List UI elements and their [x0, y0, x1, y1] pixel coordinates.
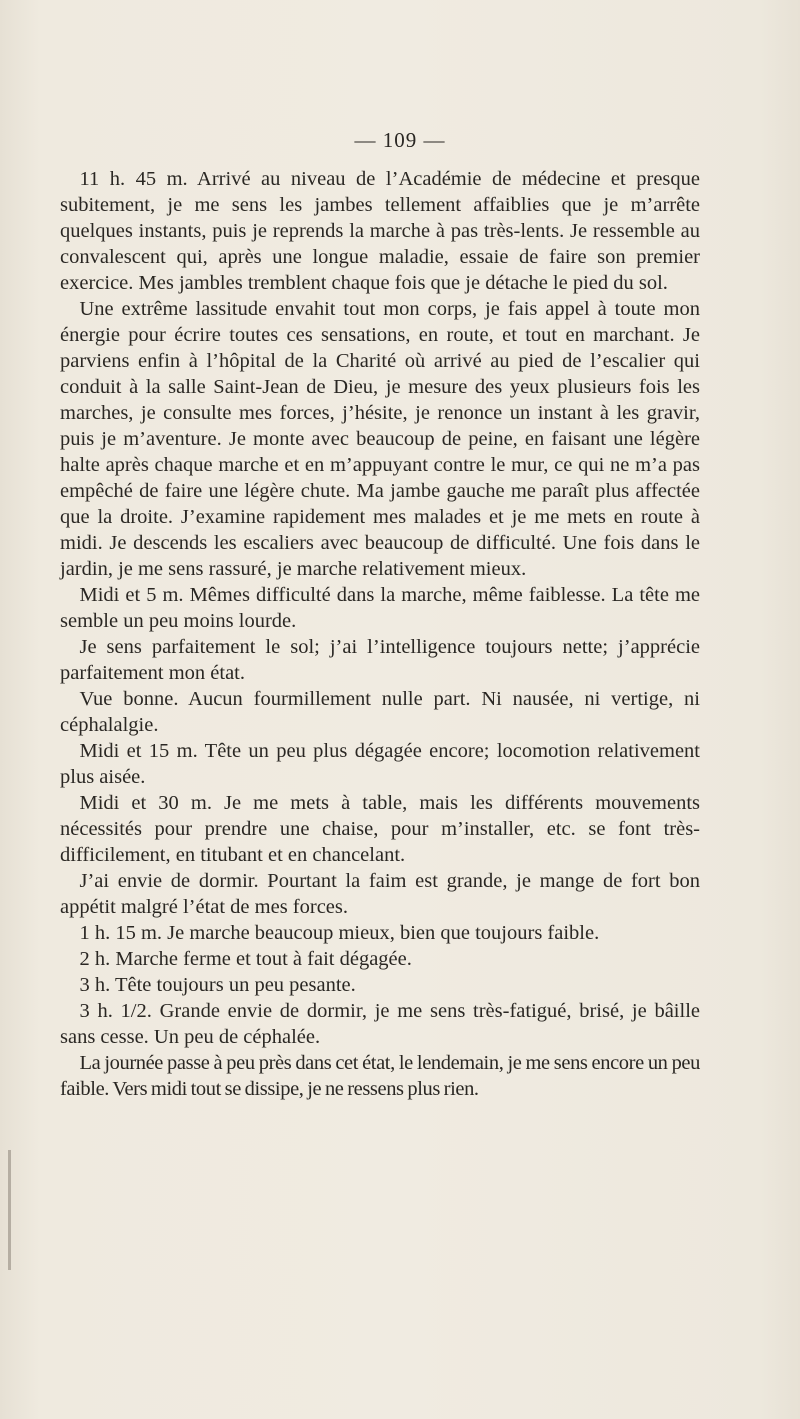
paragraph: 1 h. 15 m. Je marche beaucoup mieux, bien que toujours faible. — [79, 922, 600, 944]
page-edge-shadow — [8, 1150, 11, 1270]
paragraph: Vue bonne. Aucun fourmillement nulle part. Ni nausée, ni vertige, ni céphalalgie. — [60, 688, 700, 736]
paragraph: La journée passe à peu près dans cet état, le lendemain, je me sens encore un peu faible. Vers midi tout se dissipe, je ne ressens plus rien. — [60, 1052, 700, 1100]
paragraph: Midi et 15 m. Tête un peu plus dégagée encore; locomotion relativement plus aisée. — [60, 740, 700, 788]
paragraph: J’ai envie de dormir. Pourtant la faim est grande, je mange de fort bon appétit malgré l’état de mes forces. — [60, 870, 700, 918]
paragraph: Je sens parfaitement le sol; j’ai l’intelligence toujours nette; j’apprécie parfaitement mon état. — [60, 636, 700, 684]
paragraph: 2 h. Marche ferme et tout à fait dégagée. — [79, 948, 412, 970]
paragraph: Une extrême lassitude envahit tout mon corps, je fais appel à toute mon énergie pour écrire toutes ces sensations, en route, et tout en marchant. Je parviens enfin à l’hôpital de la Charité où arrivé au pied de l’escalier qui conduit à la salle Saint-Jean de Dieu, je mesure des yeux plusieurs fois les marches, je consulte mes forces, j’hésite, je renonce un instant à les gravir, puis je m’aventure. Je monte avec beaucoup de peine, en faisant une légère halte après chaque marche et en m’appuyant contre le mur, ce qui ne m’a pas empêché de faire une légère chute. Ma jambe gauche me paraît plus affectée que la droite. J’examine rapidement mes malades et je me mets en route à midi. Je descends les escaliers avec beaucoup de difficulté. Une fois dans le jardin, je me sens rassuré, je marche relativement mieux. — [60, 298, 700, 580]
body-text — [60, 166, 700, 1102]
paragraph: Midi et 30 m. Je me mets à table, mais les différents mouvements nécessités pour prendre une chaise, pour m’installer, etc. se font très-difficilement, en titubant et en chancelant. — [60, 792, 700, 866]
paragraph: 3 h. 1/2. Grande envie de dormir, je me sens très-fatigué, brisé, je bâille sans cesse. Un peu de céphalée. — [60, 1000, 700, 1048]
page-number: — 109 — — [354, 128, 446, 152]
paragraph: 11 h. 45 m. Arrivé au niveau de l’Académie de médecine et presque subitement, je me sens les jambes tellement affaiblies que je m’arrête quelques instants, puis je reprends la marche à pas très-lents. Je ressemble au convalescent qui, après une longue maladie, essaie de faire son premier exercice. Mes jambles tremblent chaque fois que je détache le pied du sol. — [60, 168, 700, 294]
paragraph: Midi et 5 m. Mêmes difficulté dans la marche, même faiblesse. La tête me semble un peu moins lourde. — [60, 584, 700, 632]
paragraph: 3 h. Tête toujours un peu pesante. — [79, 974, 356, 996]
